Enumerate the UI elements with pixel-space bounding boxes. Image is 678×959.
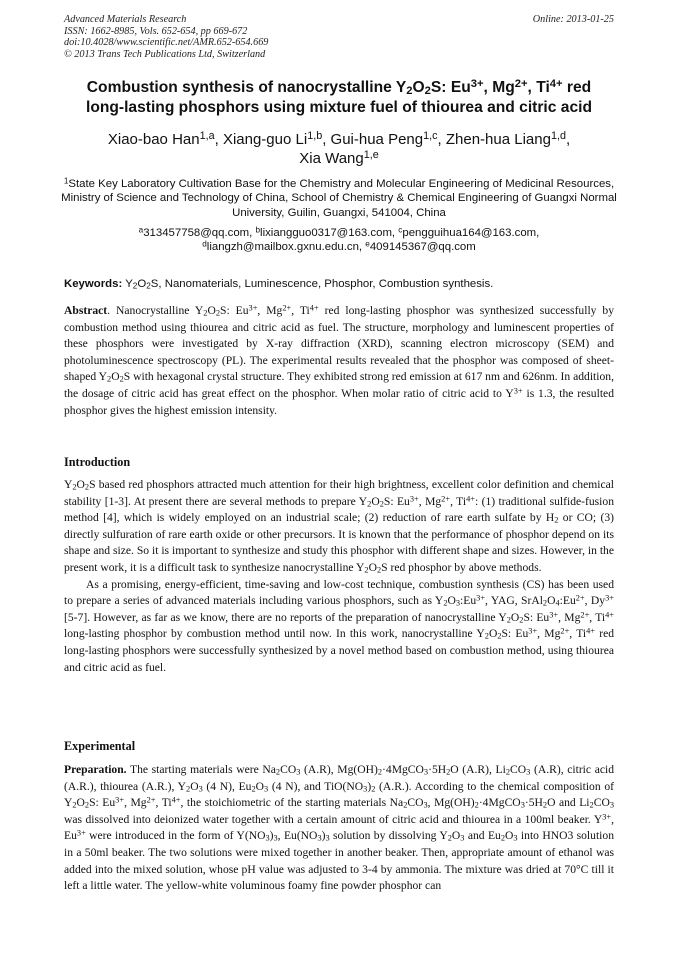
online-date: Online: 2013-01-25 bbox=[532, 14, 614, 25]
issn-line: ISSN: 1662-8985, Vols. 652-654, pp 669-672 bbox=[64, 25, 248, 37]
email-a[interactable]: 313457758@qq.com, bbox=[143, 227, 256, 239]
section-heading-experimental: Experimental bbox=[64, 739, 136, 753]
journal-header bbox=[64, 14, 268, 60]
keywords-label: Keywords: bbox=[64, 278, 123, 290]
abstract-label: Abstract bbox=[64, 304, 108, 317]
paper-title bbox=[40, 78, 638, 118]
preparation-label: Preparation. bbox=[64, 763, 127, 776]
author-list: Xiao-bao Han$^{1,a}$, Xiang-guo Li$^{1,b}$, Gui-hua Peng$^{1,c}$, Zhen-hua Liang$^{1,d}$, Xia Wang$^{1,e}$ bbox=[107, 130, 571, 167]
title-line-2: long-lasting phosphors using mixture fuel of thiourea and citric acid bbox=[86, 99, 592, 116]
author-emails: $^a$313457758@qq.com, $^b$lixiangguo0317@163.com, $^c$pengguihua164@163.com, $^d$liangzh@mailbox.gxnu.edu.cn, $^e$409145367@qq.com bbox=[138, 225, 540, 254]
abstract: Abstract. Nanocrystalline $Y_2O_2S$: $Eu^{3+}$, $Mg^{2+}$, $Ti^{4+}$ red long-lasting phosphor was synthesized successfully by combustion method using thiourea and citric acid as fuel. The structure, morphology and luminescent properties of these phosphors were investigated by X-ray diffraction (XRD), scanning electron microscopy (SEM) and photoluminescence spectroscopy (PL). The experimental results revealed that the phosphor was composed of sheet-shaped $Y_2O_2S$ with hexagonal crystal structure. They exhibited strong red emission at 617 nm and 626nm. In addition, the dosage of citric acid has great effect on the phosphor. When molar ratio of citric acid to $Y^{3+}$ is 1.3, the resulted phosphor gives the highest emission intensity. bbox=[64, 303, 615, 417]
doi-line: doi:10.4028/www.scientific.net/AMR.652-654.669 bbox=[64, 37, 269, 49]
journal-name: Advanced Materials Research bbox=[64, 14, 187, 25]
title-line-1: Combustion synthesis of nanocrystalline $Y_2O_2S$: $Eu^{3+}$, $Mg^{2+}$, $Ti^{4+}$ red bbox=[86, 77, 592, 98]
email-c[interactable]: pengguihua164@163.com, bbox=[402, 227, 540, 239]
email-d[interactable]: liangzh@mailbox.gxnu.edu.cn, bbox=[206, 241, 366, 254]
email-b[interactable]: lixiangguo0317@163.com, bbox=[260, 227, 399, 239]
affiliation: $^1$State Key Laboratory Cultivation Base for the Chemistry and Molecular Engineering of Medicinal Resources, Ministry of Science and Technology of China, School of Chemistry & Chemical Engineering of Guangxi Normal University, Guilin, Guangxi, 541004, China bbox=[61, 176, 617, 219]
keywords: Keywords: $Y_2O_2S$, Nanomaterials, Luminescence, Phosphor, Combustion synthesis. bbox=[64, 278, 494, 291]
section-heading-introduction: Introduction bbox=[64, 455, 131, 469]
email-e[interactable]: 409145367@qq.com bbox=[369, 241, 476, 254]
copyright-line: © 2013 Trans Tech Publications Ltd, Switzerland bbox=[64, 48, 266, 60]
experimental-body: Preparation. The starting materials were $Na_2CO_3$ (A.R), $Mg(OH)_2\cdot 4MgCO_3\cdot 5H_2O$ (A.R), $Li_2CO_3$ (A.R), citric acid (A.R.), thiourea (A.R.), $Y_2O_3$ (4 N), $Eu_2O_3$ (4 N), and $TiO(NO_3)_2$ (A.R.). According to the chemical composition of $Y_2O_2S$: $Eu^{3+}$, $Mg^{2+}$, $Ti^{4+}$, the stoichiometric of the starting materials $Na_2CO_3$, $Mg(OH)_2\cdot 4MgCO_3\cdot 5H_2O$ and $Li_2CO_3$ was dissolved into deionized water together with a certain amount of citric acid and thiourea in a 100ml beaker. $Y^{3+}$, $Eu^{3+}$ were introduced in the form of $Y(NO_3)_3$, $Eu(NO_3)_3$ solution by dissolving $Y_2O_3$ and $Eu_2O_3$ into HNO3 solution in a 50ml beaker. The two solutions were mixed together in another beaker. Then, appropriate amount of ethanol was added into the mixed solution, whose pH value was adjusted to 3-4 by ammonia. The mixture was dried at 70°C till it left a little water. The yellow-white voluminous foamy fine powder phosphor can bbox=[64, 763, 614, 893]
introduction-body: $Y_2O_2S$ based red phosphors attracted much attention for their high brightness, excellent color definition and chemical stability [1-3]. At present there are several methods to prepare $Y_2O_2S$: $Eu^{3+}$, $Mg^{2+}$, $Ti^{4+}$: (1) traditional sulfide-fusion method [4], which is widely employed on an industrial scale; (2) reduction of rare earth sulfate by $H_2$ or CO; (3) directly sulfuration of rare earth oxide or other precursors. It is known that the performance of phosphor depend on its shape and size. So it is important to synthesize and study this phosphor with different shape and sizes. However, in the present work, it is a difficult task to synthesize nanocrystalline $Y_2O_2S$ red phosphor by above methods. As a promising, energy-efficient, time-saving and low-cost technique, combustion synthesis (CS) has been used to prepare a series of advanced materials including various phosphors, such as $Y_2O_3:Eu^{3+}$, YAG, $SrAl_2O_4:Eu^{2+}$, $Dy^{3+}$ [5-7]. However, as far as we know, there are no reports of the preparation of nanocrystalline $Y_2O_2S$: $Eu^{3+}$, $Mg^{2+}$, $Ti^{4+}$ long-lasting phosphor by combustion method until now. In this work, nanocrystalline $Y_2O_2S$: $Eu^{3+}$, $Mg^{2+}$, $Ti^{4+}$ red long-lasting phosphors were successfully synthesized by a novel method based on combustion method, using thiourea and citric acid as fuel. bbox=[64, 478, 615, 674]
